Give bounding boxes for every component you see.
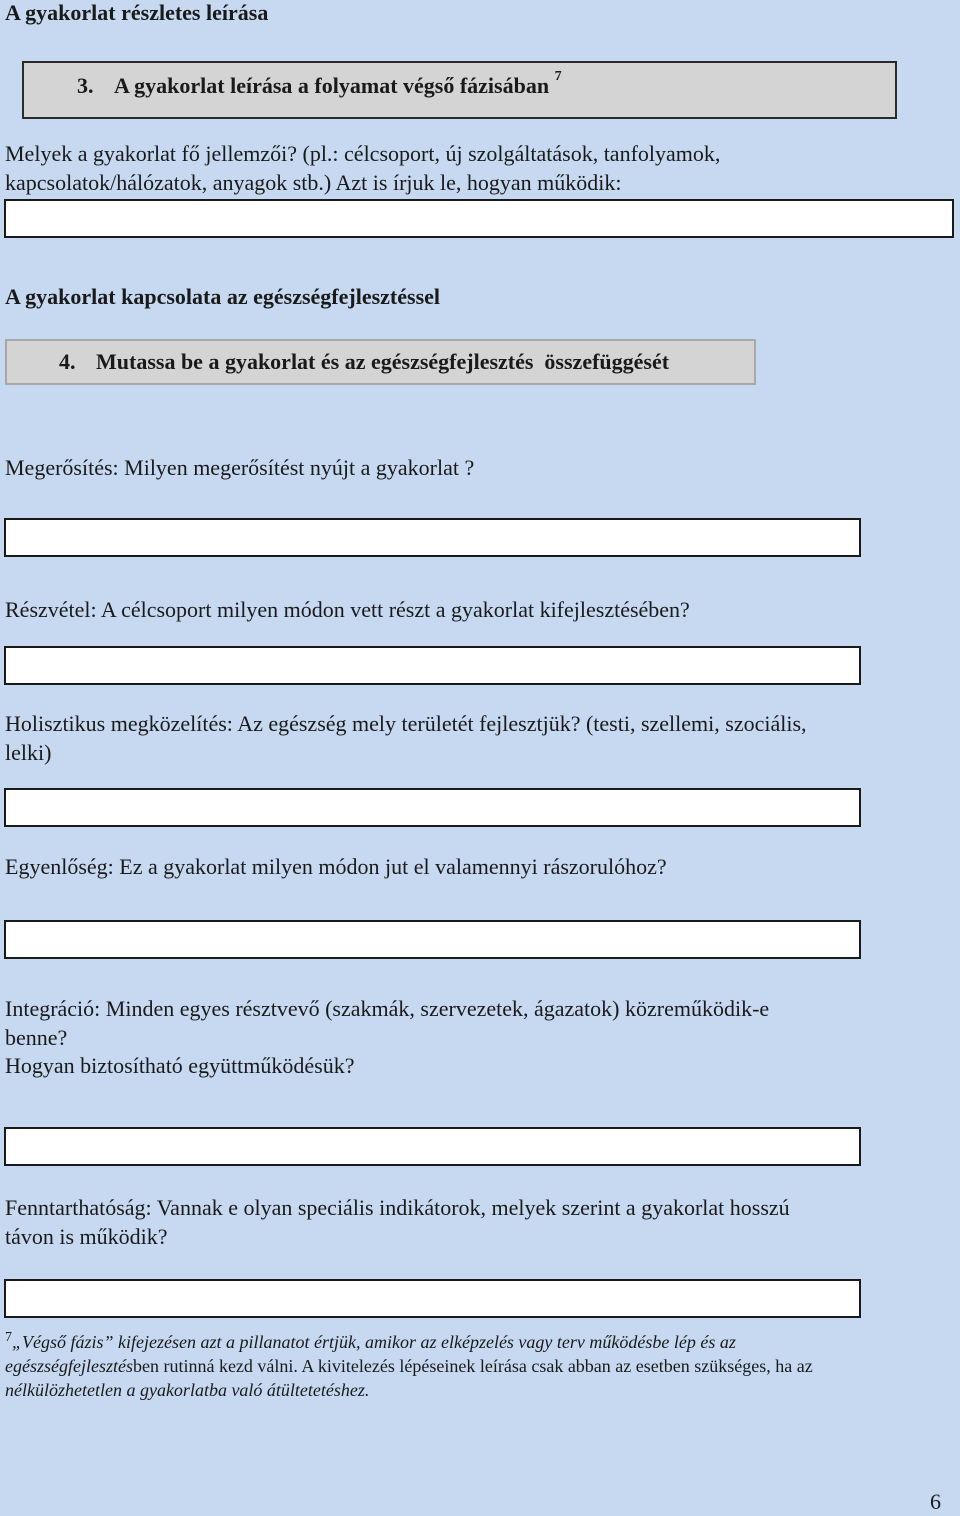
participation-answer-field[interactable]	[4, 646, 861, 685]
equality-question: Egyenlőség: Ez a gyakorlat milyen módon jut el valamennyi rászorulóhoz?	[5, 854, 667, 879]
footnote-line2b: ben rutinná kezd válni. A kivitelezés lépéseinek leírás	[132, 1356, 519, 1376]
section-3-number: 3.	[77, 73, 94, 98]
equality-answer-field[interactable]	[4, 920, 861, 959]
holistic-answer-field[interactable]	[4, 788, 861, 827]
sustainability-question-line2: távon is működik?	[5, 1224, 168, 1249]
footnote	[5, 1330, 945, 1402]
section-4-title: Mutassa be a gyakorlat és az egészségfejlesztés összefüggését	[96, 349, 670, 374]
participation-question: Részvétel: A célcsoport milyen módon vett részt a gyakorlat kifejlesztésében?	[5, 597, 690, 622]
features-question-line1: Melyek a gyakorlat fő jellemzői? (pl.: célcsoport, új szolgáltatások, tanfolyamok,	[5, 141, 721, 166]
integration-answer-field[interactable]	[4, 1127, 861, 1166]
page-heading: A gyakorlat részletes leírása	[5, 0, 269, 25]
integration-question-line2: benne?	[5, 1025, 68, 1050]
integration-question-line3: Hogyan biztosítható együttműködésük?	[5, 1053, 355, 1078]
section-3-title-text: A gyakorlat leírása a folyamat végső fázisában	[114, 73, 550, 98]
sustainability-question-line1: Fenntarthatóság: Vannak e olyan speciális indikátorok, melyek szerint a gyakorlat hosszú	[5, 1195, 790, 1220]
section-3-title	[114, 69, 562, 99]
section-4-number: 4.	[59, 349, 76, 374]
footnote-number: 7	[5, 1330, 12, 1345]
features-answer-field[interactable]	[4, 199, 954, 238]
section-3-box	[22, 61, 897, 119]
features-question-line2: kapcsolatok/hálózatok, anyagok stb.) Azt is írjuk le, hogyan működik:	[5, 170, 622, 195]
footnote-line2a: egészségfejlesztés	[5, 1356, 133, 1376]
holistic-question-line1: Holisztikus megközelítés: Az egészség mely területét fejlesztjük? (testi, szellemi, szociális,	[5, 711, 807, 736]
reinforcement-answer-field[interactable]	[4, 518, 861, 557]
reinforcement-question: Megerősítés: Milyen megerősítést nyújt a gyakorlat ?	[5, 455, 475, 480]
footnote-line2c: a csak abban az esetben szükséges, ha az	[518, 1356, 813, 1376]
footnote-line3: nélkülözhetetlen a gyakorlatba való átültetetéshez.	[5, 1380, 370, 1400]
sustainability-answer-field[interactable]	[4, 1279, 861, 1318]
section-4-box	[5, 339, 756, 385]
integration-question-line1: Integráció: Minden egyes résztvevő (szakmák, szervezetek, ágazatok) közreműködik-e	[5, 996, 770, 1021]
footnote-ref[interactable]: 7	[554, 69, 562, 84]
page-number: 6	[930, 1489, 941, 1514]
health-promotion-subheading: A gyakorlat kapcsolata az egészségfejlesztéssel	[5, 284, 441, 309]
footnote-line1: „Végső fázis” kifejezésen azt a pillanatot értjük, amikor az elképzelés vagy terv működésbe lép és az	[12, 1332, 736, 1352]
holistic-question-line2: lelki)	[5, 740, 52, 765]
